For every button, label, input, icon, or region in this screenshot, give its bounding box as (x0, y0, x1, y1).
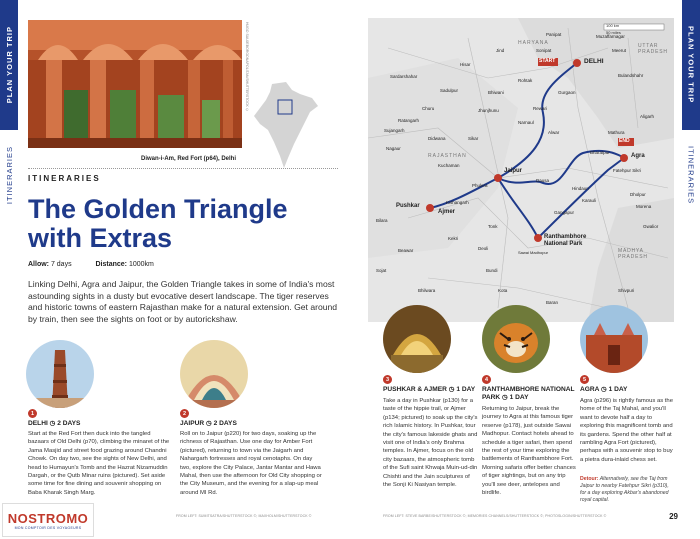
map-place-panipat: Panipat (546, 32, 562, 37)
map-place-bulandshahr: Bulandshahr (618, 73, 644, 78)
map-place-morena: Morena (636, 204, 652, 209)
map-place-narnaul: Narnaul (518, 120, 534, 125)
stop-5-title-text: AGRA (580, 386, 600, 393)
map-place-jhunjhunu: Jhunjhunu (478, 108, 499, 113)
map-place-rewari: Rewari (533, 106, 548, 111)
intro-paragraph: Linking Delhi, Agra and Jaipur, the Golden Triangle takes in some of India's most astounding sights in a dusty but evocative desert landscape. The tiger reserves and historic towns of eastern Rajasthan make for a natural extension. Get around by train, then see the sights on foot or by autorickshaw. (28, 279, 338, 324)
left-tab-primary (0, 0, 18, 130)
map-place-dholpur: Dholpur (630, 192, 646, 197)
trip-stats (28, 261, 154, 268)
map-place-hindaun: Hindaun (572, 186, 589, 191)
right-tab-primary (682, 0, 700, 130)
stop-3-number: 3 (383, 375, 392, 384)
map-place-hisar: Hisar (460, 62, 471, 67)
map-place-mathura: Mathura (608, 130, 625, 135)
stop-3-title-text: PUSHKAR & AJMER (383, 386, 447, 393)
stop-1-title (28, 420, 168, 428)
map-end-label: END (619, 138, 630, 144)
map-place-jaipur: Jaipur (504, 168, 523, 174)
right-tab-secondary-label: ITINERARIES (686, 145, 696, 205)
distance-value: 1000km (128, 261, 154, 268)
india-locator-map (252, 80, 322, 170)
stop-5-number: 5 (580, 375, 589, 384)
map-region-rajasthan: RAJASTHAN (428, 153, 467, 159)
map-place-muzaffarnagar: Muzaffarnagar (596, 34, 625, 39)
hero-photo-drawing (28, 20, 242, 148)
map-place-ratangarh: Ratangarh (398, 118, 420, 123)
stop-1-number: 1 (28, 409, 37, 418)
stop-4-title (482, 386, 578, 402)
map-place-bilara: Bilara (376, 218, 388, 223)
stop-2-body: Roll on to Jaipur (p220) for two days, soaking up the richness of Rajasthan. Use one day for Amber Fort (pictured), returning to town via the Jaigarh and Nahargarh fortresses and royal cenotaphs. On day two, explore the City Palace, Jantar Mantar and Hawa Mahal, then use the afternoon for Old City shopping or the City Museum, and the evening for a slap-up meal around MI Rd. (180, 431, 322, 496)
route-map (368, 18, 674, 322)
map-place-sujangarh: Sujangarh (384, 128, 405, 133)
stop-5-photo (580, 305, 648, 373)
distance-label: Distance: (95, 261, 127, 268)
left-tab-primary-label: PLAN YOUR TRIP (4, 26, 14, 104)
detour-note (580, 476, 676, 504)
map-region-mp: MADHYA PRADESH (618, 248, 648, 260)
stop-2-duration: 2 DAYS (213, 420, 237, 427)
clock-icon: ◷ (206, 420, 212, 427)
map-place-ajmer: Ajmer (438, 209, 456, 215)
map-place-gangapur: Gangapur (554, 210, 575, 215)
ajmer-shrine-drawing (383, 305, 451, 373)
map-place-sardarshahar: Sardarshahar (390, 74, 418, 79)
map-place-aligarh: Aligarh (640, 114, 655, 119)
hero-photo (28, 20, 242, 148)
map-place-sonipat: Sonipat (536, 48, 552, 53)
logo-wordmark: NOSTROMO (7, 510, 89, 526)
tiger-drawing (482, 305, 550, 373)
map-place-gwalior: Gwalior (643, 224, 659, 229)
bottom-photo-credit-right: FROM LEFT: STEVE BARBE/SHUTTERSTOCK ©; MEMORIES CHANNELS/SHUTTERSTOCK ©; PHOTOSLOGIN/SHUTTERSTOCK © (383, 514, 607, 518)
stop-2-number: 2 (180, 409, 189, 418)
map-place-karauli: Karauli (582, 198, 597, 203)
map-start-label: START (539, 58, 556, 64)
map-place-alwar: Alwar (548, 130, 560, 135)
clock-icon: ◷ (49, 420, 56, 427)
map-place-kekri: Kekri (448, 236, 459, 241)
map-place-dausa: Dausa (536, 178, 550, 183)
map-place-meerut: Meerut (612, 48, 627, 53)
map-place-gurgaon: Gurgaon (558, 90, 576, 95)
map-place-sadulpur: Sadulpur (440, 88, 459, 93)
map-place-agra: Agra (631, 153, 645, 159)
stop-2-title (180, 420, 320, 428)
stop-1-photo (26, 340, 94, 408)
allow-label: Allow: (28, 261, 49, 268)
stop-3-duration: 1 DAY (456, 386, 476, 393)
map-place-sojat: Sojat (376, 268, 387, 273)
map-region-haryana: HARYANA (518, 40, 549, 46)
amber-fort-drawing (180, 340, 248, 408)
map-place-kuchaman: Kuchaman (438, 163, 460, 168)
stop-3-photo (383, 305, 451, 373)
map-place-baran: Baran (546, 300, 559, 305)
clock-icon: ◷ (448, 386, 455, 393)
map-place-phulera: Phulera (472, 183, 488, 188)
allow-value: 7 days (50, 261, 72, 268)
clock-icon: ◷ (502, 394, 508, 401)
stop-1-duration: 2 DAYS (57, 420, 81, 427)
stop-4-photo (482, 305, 550, 373)
stop-3-body: Take a day in Pushkar (p130) for a taste of the hippie trail, or Ajmer (p134; pictured) to soak up the city's rich Islamic history. In Pushkar, tour the city's famous lakeside ghats and visit one of India's only Brahma temples. In Ajmer, focus on the old city bazaars, the atmospheric tomb of the Sufi saint Khwaja Muin-ud-din Chishti and the Jain sculptures of the Sonji Ki Nasiyan temple. (383, 398, 478, 489)
map-place-jind: Jind (496, 48, 505, 53)
map-place-bhilwara: Bhilwara (418, 288, 436, 293)
map-place-delhi: DELHI (584, 58, 604, 65)
map-place-didwana: Didwana (428, 136, 446, 141)
map-place-pushkar: Pushkar (396, 203, 420, 209)
map-place-shivpuri: Shivpuri (618, 288, 635, 293)
right-tab-secondary (682, 135, 700, 215)
hero-photo-credit: HUGO SAUJEBORGONAPOLITAN/SHUTTERSTOCK © (245, 22, 249, 112)
nostromo-logo (2, 503, 94, 537)
stop-5-body: Agra (p296) is rightly famous as the home of the Taj Mahal, and you'll want to devote half a day to exploring this magnificent tomb and its gardens. Spend the other half at rambling Agra Fort (pictured), perhaps with a souvenir stop to buy a pietra dura-inlaid chess set. (580, 398, 673, 463)
stop-4-number: 4 (482, 375, 491, 384)
left-tab-secondary-label: ITINERARIES (4, 145, 14, 205)
map-place-beawar: Beawar (398, 248, 414, 253)
detour-label: Detour: (580, 476, 599, 482)
bottom-photo-credit-left: FROM LEFT: SUMITSATRA/SHUTTERSTOCK ©; MAXHOLM/SHUTTERSTOCK © (176, 514, 312, 518)
stop-1-title-text: DELHI (28, 420, 48, 427)
map-place-sikar: Sikar (468, 136, 479, 141)
map-place-churu: Churu (422, 106, 435, 111)
stop-4-title-text: RANTHAMBHORE NATIONAL PARK (482, 386, 575, 401)
map-place-fatehpur: Fatehpur Sikri (613, 168, 642, 173)
map-region-up: UTTAR PRADESH (638, 43, 668, 55)
stop-2-title-text: JAIPUR (180, 420, 205, 427)
left-tab-secondary (0, 135, 18, 215)
map-scale-km: 100 km (606, 23, 620, 28)
map-place-deoli: Deoli (478, 246, 489, 251)
stop-1-body: Start at the Red Fort then duck into the tangled bazaars of Old Delhi (p70), climbing the minaret of the Jama Masjid and street food grazing around Chandni Chowk. On day two, see the sights of New Delhi, and head to Humayun's Tomb and the Hazrat Nizamuddin Dargah, or the Qutb Minar ruins (pictured). Set aside some time for fine dining and souvenir shopping on Baba Kharak Singh Marg. (28, 431, 170, 496)
stop-2-photo (180, 340, 248, 408)
stop-3-title (383, 386, 483, 394)
hero-caption: Diwan-i-Am, Red Fort (p64), Delhi (140, 156, 236, 162)
right-side-tab (682, 0, 700, 539)
stop-4-body: Returning to Jaipur, break the journey to Agra at this famous tiger reserve (p178), just outside Sawai Madhopur. Contact hotels ahead to schedule a tiger safari, then spend the rest of your time exploring the battlements of Ranthambhore Fort. Morning safaris offer better chances of tiger sightings, but on any trip you'll see deer, antelopes and birdlife. (482, 406, 576, 497)
logo-tagline: MON COMPTOIR DES VOYAGEURS (14, 525, 82, 530)
caption-divider (28, 168, 338, 169)
page-title: The Golden Triangle with Extras (28, 194, 288, 253)
detour-text: Alternatively, see the Taj from Jaipur to nearby Fatehpur Sikri (p310), for a day exploring Akbar's abandoned royal capital. (580, 476, 669, 503)
map-place-kishangarh: Kishangarh (446, 200, 469, 205)
map-place-nagaur: Nagaur (386, 146, 401, 151)
stop-5-duration: 1 DAY (608, 386, 628, 393)
stop-4-duration: 1 DAY (509, 394, 529, 401)
map-place-bhiwani: Bhiwani (488, 90, 504, 95)
page-number: 29 (669, 512, 678, 521)
map-place-bundi: Bundi (486, 268, 498, 273)
map-place-sawai: Sawai Madhopur (518, 250, 549, 255)
stop-5-title (580, 386, 676, 394)
right-tab-primary-label: PLAN YOUR TRIP (686, 26, 696, 104)
clock-icon: ◷ (601, 386, 607, 393)
map-place-ranthambhore: Ranthambhore National Park (544, 234, 587, 247)
map-place-bharatpur: Bharatpur (590, 150, 610, 155)
map-scale-miles: 50 miles (606, 30, 621, 35)
map-place-rohtak: Rohtak (518, 78, 533, 83)
section-label: ITINERARIES (28, 174, 101, 183)
map-place-tonk: Tonk (488, 224, 498, 229)
left-side-tab (0, 0, 18, 539)
map-place-kota: Kota (498, 288, 508, 293)
qutb-minar-drawing (26, 340, 94, 408)
agra-fort-drawing (580, 305, 648, 373)
